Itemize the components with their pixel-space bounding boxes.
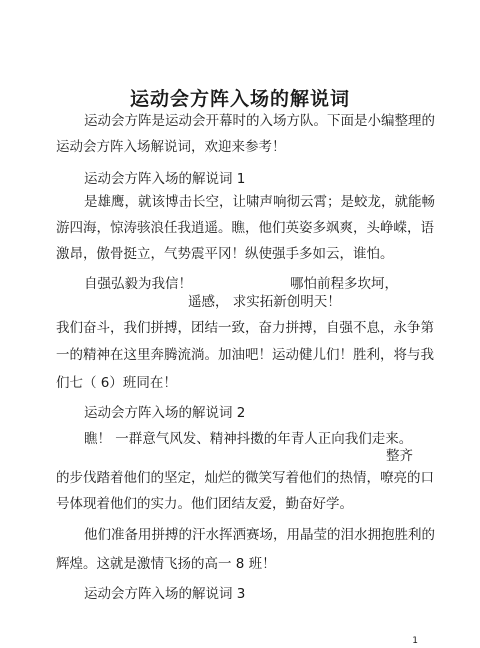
paragraph-line: 遥感， 求实拓新创明天！ xyxy=(188,294,341,310)
page-number: 1 xyxy=(412,636,418,646)
paragraph-line: 激昂，傲骨挺立，气势震平冈！纵使强手多如云，谁怕。 xyxy=(56,246,394,262)
paragraph-line: 自强弘毅为我信！ xyxy=(84,276,192,292)
section-heading: 运动会方阵入场的解说词 1 xyxy=(84,171,246,187)
paragraph-line: 瞧！ 一群意气风发、精神抖擞的年青人正向我们走来。 xyxy=(84,431,413,447)
paragraph-line: 哪怕前程多坎坷， xyxy=(290,276,398,292)
paragraph-line: 一的精神在这里奔腾流淌。加油吧！运动健儿们！胜利，将与我 xyxy=(56,347,434,363)
paragraph-line: 是雄鹰，就该博击长空，让啸声响彻云霄；是蛟龙，就能畅 xyxy=(84,194,435,210)
paragraph-line: 们七（ 6）班同在！ xyxy=(56,375,177,391)
paragraph-line: 游四海，惊涛骇浪任我逍遥。瞧，他们英姿多飒爽，头峥嵘，语 xyxy=(56,220,434,236)
paragraph-line: 号体现着他们的实力。他们团结友爱，勤奋好学。 xyxy=(56,496,353,512)
paragraph-line: 的步伐踏着他们的坚定，灿烂的微笑写着他们的热情，嘹亮的口 xyxy=(56,470,434,486)
document-title: 运动会方阵入场的解说词 xyxy=(129,88,350,110)
paragraph-line: 运动会方阵入场解说词，欢迎来参考！ xyxy=(56,139,286,155)
section-heading: 运动会方阵入场的解说词 3 xyxy=(84,586,246,602)
paragraph-line: 我们奋斗，我们拼搏，团结一致，奋力拼搏，自强不息，永争第 xyxy=(56,320,434,336)
paragraph-line: 整齐 xyxy=(386,448,413,464)
paragraph-line: 运动会方阵是运动会开幕时的入场方队。下面是小编整理的 xyxy=(84,113,435,129)
paragraph-line: 他们准备用拼搏的汗水挥洒赛场，用晶莹的泪水拥抱胜利的 xyxy=(84,527,435,543)
section-heading: 运动会方阵入场的解说词 2 xyxy=(84,405,246,421)
paragraph-line: 辉煌。这就是激情飞扬的高一 8 班！ xyxy=(56,556,276,572)
